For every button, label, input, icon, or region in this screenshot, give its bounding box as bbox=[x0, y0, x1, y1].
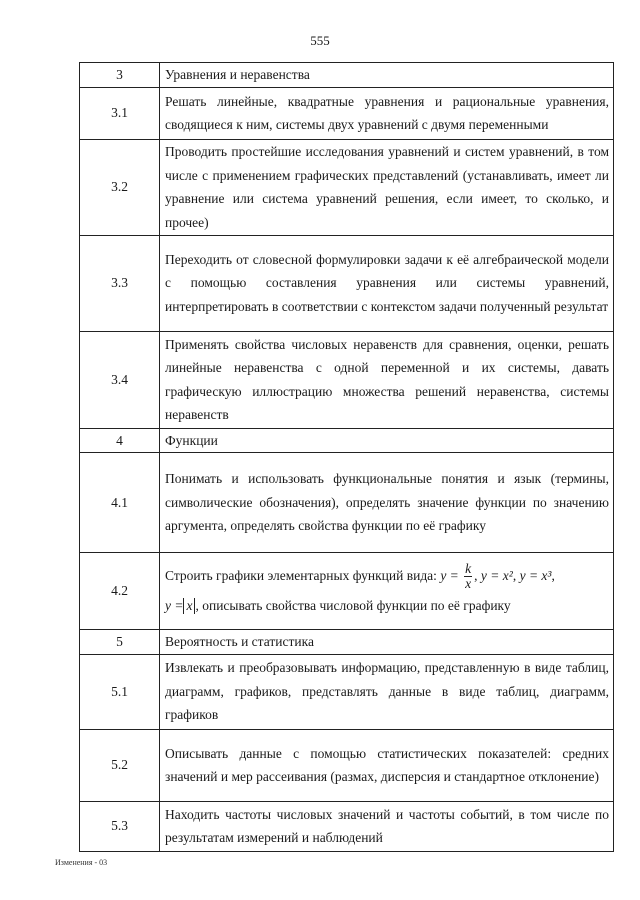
row-code: 4 bbox=[80, 428, 160, 453]
table-row-5-3 bbox=[80, 801, 614, 851]
fraction-denominator: x bbox=[465, 576, 472, 592]
row-text: Применять свойства числовых неравенств для сравнения, оценки, решать линейные неравенства с одной переменной и их системы, давать графическую иллюстрацию множества решений неравенства, системы неравенств bbox=[160, 331, 614, 428]
formula-x-squared: y = x² bbox=[480, 567, 513, 583]
row-text: Проводить простейшие исследования уравнений и систем уравнений, в том числе с применением графических представлений (устанавливать, имеет ли уравнение или система уравнений решения, если имеет, то сколько, и прочее) bbox=[160, 139, 614, 235]
row-code: 4.2 bbox=[80, 553, 160, 630]
row-text: Понимать и использовать функциональные понятия и язык (термины, символические обозначения), определять значение функции по значению аргумента, определять свойства функции по её графику bbox=[160, 453, 614, 553]
row-text: Уравнения и неравенства bbox=[160, 63, 614, 88]
table-row-4-2 bbox=[80, 553, 614, 630]
math-intro-text: Строить графики элементарных функций вида: bbox=[165, 567, 437, 583]
table-row-section-5 bbox=[80, 630, 614, 655]
row-code: 4.1 bbox=[80, 453, 160, 553]
fraction-k-over-x bbox=[464, 562, 472, 591]
requirements-table bbox=[79, 62, 614, 852]
row-text: Извлекать и преобразовывать информацию, представленную в виде таблиц, диаграмм, графиков, представлять данные в виде таблиц, диаграмм, графиков bbox=[160, 654, 614, 729]
table-row-3-3 bbox=[80, 235, 614, 331]
row-code: 3.2 bbox=[80, 139, 160, 235]
row-text: Функции bbox=[160, 428, 614, 453]
table-body bbox=[80, 63, 614, 852]
formula-abs-x: x bbox=[183, 598, 195, 614]
formula-x-cubed: y = x³ bbox=[519, 567, 552, 583]
formula-y-equals-abs: y = bbox=[165, 598, 184, 614]
table-row-section-3 bbox=[80, 63, 614, 88]
table-row-section-4 bbox=[80, 428, 614, 453]
table-row-3-4 bbox=[80, 331, 614, 428]
row-code: 3.4 bbox=[80, 331, 160, 428]
row-code: 5.1 bbox=[80, 654, 160, 729]
table-row-3-2 bbox=[80, 139, 614, 235]
row-code: 5 bbox=[80, 630, 160, 655]
formula-separator: , bbox=[551, 567, 555, 583]
formula-separator: , bbox=[512, 567, 517, 583]
footer-revision-note: Изменения - 03 bbox=[55, 858, 108, 867]
row-text: Описывать данные с помощью статистических показателей: средних значений и мер рассеивания (размах, дисперсия и стандартное отклонение) bbox=[160, 729, 614, 801]
row-text: Решать линейные, квадратные уравнения и рациональные уравнения, сводящиеся к ним, системы двух уравнений с двумя переменными bbox=[160, 87, 614, 139]
formula-y-equals: y = bbox=[440, 567, 459, 583]
fraction-numerator: k bbox=[465, 561, 472, 577]
row-text: Находить частоты числовых значений и частоты событий, в том числе по результатам измерений и наблюдений bbox=[160, 801, 614, 851]
page-number: 555 bbox=[310, 33, 330, 48]
row-text-math bbox=[160, 553, 614, 630]
table-row-5-1 bbox=[80, 654, 614, 729]
row-code: 3.1 bbox=[80, 87, 160, 139]
row-code: 5.3 bbox=[80, 801, 160, 851]
math-outro-text: , описывать свойства числовой функции по её графику bbox=[195, 598, 511, 614]
table-row-3-1 bbox=[80, 87, 614, 139]
row-text: Переходить от словесной формулировки задачи к её алгебраической модели с помощью составления уравнения или системы уравнений, интерпретировать в соответствии с контекстом задачи полученный результат bbox=[160, 235, 614, 331]
table-row-4-1 bbox=[80, 453, 614, 553]
row-code: 3 bbox=[80, 63, 160, 88]
row-code: 5.2 bbox=[80, 729, 160, 801]
row-code: 3.3 bbox=[80, 235, 160, 331]
table-row-5-2 bbox=[80, 729, 614, 801]
row-text: Вероятность и статистика bbox=[160, 630, 614, 655]
formula-separator: , bbox=[474, 567, 478, 583]
